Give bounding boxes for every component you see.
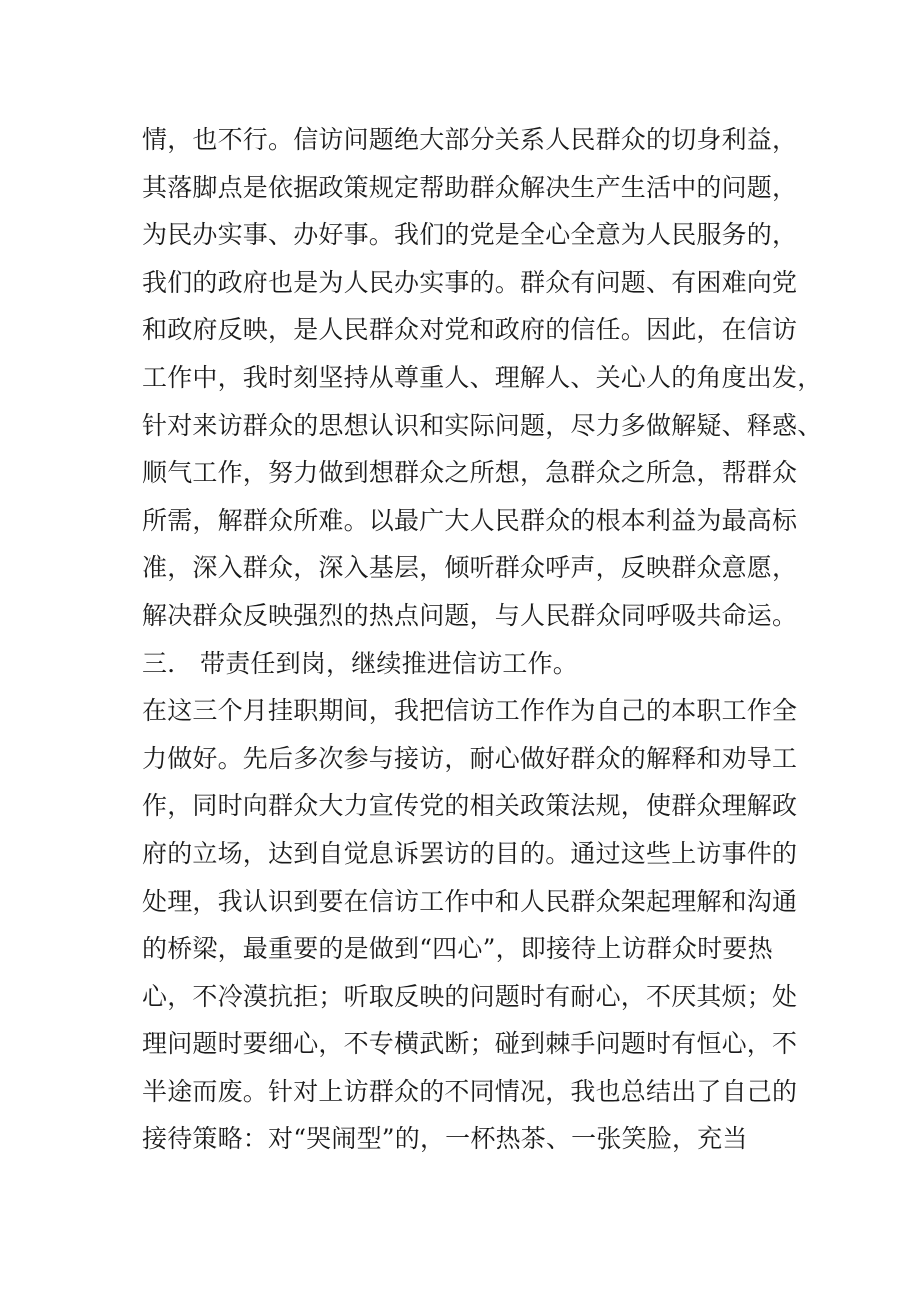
text-line: 的桥梁，最重要的是做到“四心”，即接待上访群众时要热 [142,934,773,964]
section-number: 三． [142,648,193,678]
text-line: 情，也不行。信访问题绝大部分关系人民群众的切身利益， [142,125,798,154]
text-line: 解决群众反映强烈的热点问题，与人民群众同呼吸共命运。 [142,600,798,630]
text-line: 针对来访群众的思想认识和实际问题，尽力多做解疑、释惑、 [142,410,823,440]
text-line: 和政府反映，是人民群众对党和政府的信任。因此，在信访 [142,315,798,345]
text-line: 作，同时向群众大力宣传党的相关政策法规，使群众理解政 [142,791,798,821]
text-line: 我们的政府也是为人民办实事的。群众有问题、有困难向党 [142,267,798,297]
text-line: 心，不冷漠抗拒；听取反映的问题时有耐心，不厌其烦；处 [142,981,798,1011]
text-line: 力做好。先后多次参与接访，耐心做好群众的解释和劝导工 [142,743,798,773]
text-line: 为民办实事、办好事。我们的党是全心全意为人民服务的， [142,220,798,250]
text-line: 准，深入群众，深入基层，倾听群众呼声，反映群众意愿， [142,553,798,583]
text-line: 工作中，我时刻坚持从尊重人、理解人、关心人的角度出发， [142,362,823,392]
text-line: 半途而废。针对上访群众的不同情况，我也总结出了自己的 [142,1076,798,1106]
text-line: 处理，我认识到要在信访工作中和人民群众架起理解和沟通 [142,886,798,916]
body-text [142,116,823,1163]
text-line: 府的立场，达到自觉息诉罢访的目的。通过这些上访事件的 [142,838,798,868]
text-line: 所需，解群众所难。以最广大人民群众的根本利益为最高标 [142,505,798,535]
text-line: 顺气工作，努力做到想群众之所想，急群众之所急，帮群众 [142,458,798,488]
text-line: 理问题时要细心，不专横武断；碰到棘手问题时有恒心，不 [142,1029,798,1059]
text-line: 其落脚点是依据政策规定帮助群众解决生产生活中的问题， [142,172,798,202]
section-title: 带责任到岗，继续推进信访工作。 [200,648,579,678]
text-line: 在这三个月挂职期间，我把信访工作作为自己的本职工作全 [142,696,798,726]
section-heading [142,640,802,688]
text-line: 接待策略：对“哭闹型”的，一杯热茶、一张笑脸，充当 [142,1124,748,1154]
